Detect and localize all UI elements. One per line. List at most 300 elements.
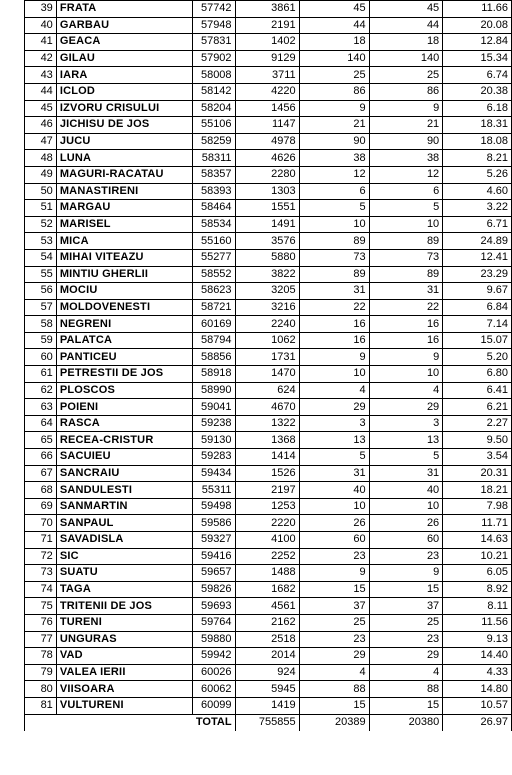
percentage: 9.67 <box>443 283 512 300</box>
percentage: 4.60 <box>443 183 512 200</box>
count-b: 22 <box>369 299 443 316</box>
table-row <box>25 216 512 233</box>
population: 1456 <box>235 100 299 117</box>
percentage: 20.38 <box>443 83 512 100</box>
row-index: 58 <box>25 316 57 333</box>
table-row <box>25 67 512 84</box>
locality-name: VAD <box>56 648 193 665</box>
population: 2197 <box>235 482 299 499</box>
count-a: 29 <box>299 399 369 416</box>
count-a: 88 <box>299 681 369 698</box>
total-blank-cell <box>56 714 193 731</box>
row-index: 65 <box>25 432 57 449</box>
locality-code: 59327 <box>193 532 235 549</box>
row-index: 74 <box>25 581 57 598</box>
percentage: 18.31 <box>443 117 512 134</box>
locality-name: TURENI <box>56 614 193 631</box>
table-row <box>25 432 512 449</box>
table-row <box>25 100 512 117</box>
percentage: 15.07 <box>443 332 512 349</box>
population: 3205 <box>235 283 299 300</box>
table-body <box>25 1 512 715</box>
locality-name: MARISEL <box>56 216 193 233</box>
table-row <box>25 316 512 333</box>
population: 4561 <box>235 598 299 615</box>
table-row <box>25 631 512 648</box>
row-index: 73 <box>25 565 57 582</box>
percentage: 6.71 <box>443 216 512 233</box>
population: 924 <box>235 664 299 681</box>
table-row <box>25 565 512 582</box>
population: 1253 <box>235 498 299 515</box>
row-index: 75 <box>25 598 57 615</box>
count-b: 73 <box>369 249 443 266</box>
row-index: 61 <box>25 366 57 383</box>
data-table <box>24 0 512 731</box>
locality-name: PLOSCOS <box>56 382 193 399</box>
table-row <box>25 515 512 532</box>
count-a: 9 <box>299 100 369 117</box>
count-b: 23 <box>369 631 443 648</box>
row-index: 56 <box>25 283 57 300</box>
locality-name: PALATCA <box>56 332 193 349</box>
locality-name: IARA <box>56 67 193 84</box>
count-a: 89 <box>299 266 369 283</box>
count-a: 21 <box>299 117 369 134</box>
count-b: 31 <box>369 465 443 482</box>
count-b: 3 <box>369 415 443 432</box>
table-row <box>25 283 512 300</box>
count-b: 140 <box>369 50 443 67</box>
locality-code: 58721 <box>193 299 235 316</box>
row-index: 51 <box>25 200 57 217</box>
locality-code: 58918 <box>193 366 235 383</box>
count-a: 29 <box>299 648 369 665</box>
row-index: 63 <box>25 399 57 416</box>
count-a: 38 <box>299 150 369 167</box>
locality-name: VALEA IERII <box>56 664 193 681</box>
locality-name: TRITENII DE JOS <box>56 598 193 615</box>
count-a: 25 <box>299 614 369 631</box>
count-b: 88 <box>369 681 443 698</box>
count-a: 89 <box>299 233 369 250</box>
row-index: 69 <box>25 498 57 515</box>
population: 3711 <box>235 67 299 84</box>
population: 1488 <box>235 565 299 582</box>
count-b: 29 <box>369 399 443 416</box>
count-b: 89 <box>369 233 443 250</box>
percentage: 14.40 <box>443 648 512 665</box>
count-b: 44 <box>369 17 443 34</box>
count-a: 90 <box>299 133 369 150</box>
count-b: 45 <box>369 1 443 18</box>
count-a: 73 <box>299 249 369 266</box>
population: 1303 <box>235 183 299 200</box>
locality-code: 58008 <box>193 67 235 84</box>
locality-name: MANASTIRENI <box>56 183 193 200</box>
locality-name: MARGAU <box>56 200 193 217</box>
percentage: 5.26 <box>443 166 512 183</box>
locality-code: 58357 <box>193 166 235 183</box>
percentage: 12.41 <box>443 249 512 266</box>
percentage: 18.21 <box>443 482 512 499</box>
total-population: 755855 <box>235 714 299 731</box>
percentage: 10.21 <box>443 548 512 565</box>
locality-name: UNGURAS <box>56 631 193 648</box>
population: 5945 <box>235 681 299 698</box>
table-row <box>25 548 512 565</box>
locality-code: 58552 <box>193 266 235 283</box>
percentage: 6.74 <box>443 67 512 84</box>
percentage: 6.84 <box>443 299 512 316</box>
locality-code: 58311 <box>193 150 235 167</box>
locality-name: VIISOARA <box>56 681 193 698</box>
percentage: 6.21 <box>443 399 512 416</box>
locality-name: TAGA <box>56 581 193 598</box>
locality-code: 60099 <box>193 697 235 714</box>
row-index: 46 <box>25 117 57 134</box>
percentage: 6.18 <box>443 100 512 117</box>
total-count-b: 20380 <box>369 714 443 731</box>
count-b: 90 <box>369 133 443 150</box>
table-row <box>25 83 512 100</box>
table-row <box>25 233 512 250</box>
locality-name: PANTICEU <box>56 349 193 366</box>
locality-code: 58623 <box>193 283 235 300</box>
percentage: 11.56 <box>443 614 512 631</box>
population: 1419 <box>235 697 299 714</box>
count-a: 10 <box>299 216 369 233</box>
locality-code: 59130 <box>193 432 235 449</box>
table-row <box>25 648 512 665</box>
percentage: 11.71 <box>443 515 512 532</box>
population: 3861 <box>235 1 299 18</box>
count-a: 31 <box>299 465 369 482</box>
population: 4978 <box>235 133 299 150</box>
table-row <box>25 415 512 432</box>
row-index: 71 <box>25 532 57 549</box>
locality-code: 60169 <box>193 316 235 333</box>
percentage: 12.84 <box>443 34 512 51</box>
count-a: 16 <box>299 332 369 349</box>
count-a: 5 <box>299 449 369 466</box>
count-b: 13 <box>369 432 443 449</box>
row-index: 53 <box>25 233 57 250</box>
row-index: 57 <box>25 299 57 316</box>
locality-code: 59416 <box>193 548 235 565</box>
count-a: 18 <box>299 34 369 51</box>
locality-code: 60026 <box>193 664 235 681</box>
locality-code: 58534 <box>193 216 235 233</box>
locality-code: 58393 <box>193 183 235 200</box>
table-row <box>25 249 512 266</box>
locality-name: GARBAU <box>56 17 193 34</box>
population: 2191 <box>235 17 299 34</box>
locality-code: 57742 <box>193 1 235 18</box>
population: 2220 <box>235 515 299 532</box>
percentage: 14.80 <box>443 681 512 698</box>
percentage: 10.57 <box>443 697 512 714</box>
percentage: 7.98 <box>443 498 512 515</box>
table-row <box>25 614 512 631</box>
locality-name: VULTURENI <box>56 697 193 714</box>
table-row <box>25 598 512 615</box>
count-a: 23 <box>299 548 369 565</box>
percentage: 4.33 <box>443 664 512 681</box>
count-b: 15 <box>369 697 443 714</box>
locality-name: SIC <box>56 548 193 565</box>
locality-code: 59586 <box>193 515 235 532</box>
population: 1402 <box>235 34 299 51</box>
table-row <box>25 17 512 34</box>
row-index: 41 <box>25 34 57 51</box>
percentage: 3.54 <box>443 449 512 466</box>
locality-name: FRATA <box>56 1 193 18</box>
population: 2280 <box>235 166 299 183</box>
count-b: 40 <box>369 482 443 499</box>
percentage: 20.08 <box>443 17 512 34</box>
locality-code: 59826 <box>193 581 235 598</box>
total-row <box>25 714 512 731</box>
locality-code: 58464 <box>193 200 235 217</box>
table-row <box>25 349 512 366</box>
locality-code: 59498 <box>193 498 235 515</box>
count-a: 16 <box>299 316 369 333</box>
population: 1062 <box>235 332 299 349</box>
locality-name: GILAU <box>56 50 193 67</box>
locality-code: 55311 <box>193 482 235 499</box>
row-index: 42 <box>25 50 57 67</box>
count-b: 89 <box>369 266 443 283</box>
percentage: 8.92 <box>443 581 512 598</box>
row-index: 80 <box>25 681 57 698</box>
locality-code: 58990 <box>193 382 235 399</box>
locality-code: 59764 <box>193 614 235 631</box>
count-a: 6 <box>299 183 369 200</box>
locality-name: SUATU <box>56 565 193 582</box>
locality-code: 59657 <box>193 565 235 582</box>
count-b: 10 <box>369 216 443 233</box>
table-row <box>25 183 512 200</box>
count-b: 10 <box>369 498 443 515</box>
total-percentage: 26.97 <box>443 714 512 731</box>
locality-code: 58142 <box>193 83 235 100</box>
row-index: 68 <box>25 482 57 499</box>
count-b: 4 <box>369 382 443 399</box>
count-a: 45 <box>299 1 369 18</box>
count-b: 16 <box>369 316 443 333</box>
locality-code: 59041 <box>193 399 235 416</box>
count-a: 31 <box>299 283 369 300</box>
population: 1322 <box>235 415 299 432</box>
table-row <box>25 299 512 316</box>
total-count-a: 20389 <box>299 714 369 731</box>
locality-code: 59238 <box>193 415 235 432</box>
percentage: 2.27 <box>443 415 512 432</box>
locality-code: 55277 <box>193 249 235 266</box>
count-a: 22 <box>299 299 369 316</box>
count-a: 15 <box>299 697 369 714</box>
locality-name: ICLOD <box>56 83 193 100</box>
population: 1731 <box>235 349 299 366</box>
count-b: 18 <box>369 34 443 51</box>
table-row <box>25 1 512 18</box>
count-b: 10 <box>369 366 443 383</box>
table-row <box>25 697 512 714</box>
locality-name: RASCA <box>56 415 193 432</box>
count-b: 60 <box>369 532 443 549</box>
table-row <box>25 133 512 150</box>
count-b: 29 <box>369 648 443 665</box>
row-index: 72 <box>25 548 57 565</box>
locality-code: 57948 <box>193 17 235 34</box>
row-index: 50 <box>25 183 57 200</box>
percentage: 6.05 <box>443 565 512 582</box>
count-a: 26 <box>299 515 369 532</box>
row-index: 77 <box>25 631 57 648</box>
table-row <box>25 166 512 183</box>
locality-code: 60062 <box>193 681 235 698</box>
count-b: 26 <box>369 515 443 532</box>
count-a: 40 <box>299 482 369 499</box>
table-row <box>25 498 512 515</box>
locality-name: SACUIEU <box>56 449 193 466</box>
count-a: 37 <box>299 598 369 615</box>
locality-code: 58204 <box>193 100 235 117</box>
locality-name: SANMARTIN <box>56 498 193 515</box>
count-b: 5 <box>369 200 443 217</box>
row-index: 62 <box>25 382 57 399</box>
table-row <box>25 581 512 598</box>
population: 2162 <box>235 614 299 631</box>
count-b: 9 <box>369 100 443 117</box>
count-b: 12 <box>369 166 443 183</box>
count-a: 5 <box>299 200 369 217</box>
count-a: 15 <box>299 581 369 598</box>
percentage: 3.22 <box>443 200 512 217</box>
locality-name: NEGRENI <box>56 316 193 333</box>
percentage: 24.89 <box>443 233 512 250</box>
row-index: 66 <box>25 449 57 466</box>
count-b: 15 <box>369 581 443 598</box>
count-b: 21 <box>369 117 443 134</box>
percentage: 8.21 <box>443 150 512 167</box>
locality-name: SAVADISLA <box>56 532 193 549</box>
table-row <box>25 465 512 482</box>
percentage: 15.34 <box>443 50 512 67</box>
locality-name: RECEA-CRISTUR <box>56 432 193 449</box>
count-b: 6 <box>369 183 443 200</box>
locality-name: PETRESTII DE JOS <box>56 366 193 383</box>
count-a: 23 <box>299 631 369 648</box>
total-label: TOTAL <box>193 714 235 731</box>
count-b: 25 <box>369 67 443 84</box>
locality-name: MOLDOVENESTI <box>56 299 193 316</box>
count-b: 23 <box>369 548 443 565</box>
locality-code: 59693 <box>193 598 235 615</box>
table-row <box>25 50 512 67</box>
percentage: 9.50 <box>443 432 512 449</box>
table-footer <box>25 714 512 731</box>
population: 2518 <box>235 631 299 648</box>
percentage: 20.31 <box>443 465 512 482</box>
population: 5880 <box>235 249 299 266</box>
count-b: 37 <box>369 598 443 615</box>
population: 2252 <box>235 548 299 565</box>
count-a: 4 <box>299 382 369 399</box>
row-index: 39 <box>25 1 57 18</box>
row-index: 45 <box>25 100 57 117</box>
row-index: 79 <box>25 664 57 681</box>
table-row <box>25 366 512 383</box>
count-a: 140 <box>299 50 369 67</box>
table-row <box>25 34 512 51</box>
locality-name: POIENI <box>56 399 193 416</box>
count-a: 86 <box>299 83 369 100</box>
count-b: 4 <box>369 664 443 681</box>
count-a: 10 <box>299 498 369 515</box>
locality-name: MIHAI VITEAZU <box>56 249 193 266</box>
row-index: 64 <box>25 415 57 432</box>
count-a: 25 <box>299 67 369 84</box>
population: 1682 <box>235 581 299 598</box>
table-row <box>25 449 512 466</box>
locality-name: SANPAUL <box>56 515 193 532</box>
count-a: 4 <box>299 664 369 681</box>
locality-code: 57831 <box>193 34 235 51</box>
population: 3822 <box>235 266 299 283</box>
locality-code: 59942 <box>193 648 235 665</box>
table-row <box>25 664 512 681</box>
row-index: 55 <box>25 266 57 283</box>
count-b: 25 <box>369 614 443 631</box>
table-row <box>25 332 512 349</box>
count-b: 16 <box>369 332 443 349</box>
population: 1470 <box>235 366 299 383</box>
count-b: 9 <box>369 565 443 582</box>
count-a: 12 <box>299 166 369 183</box>
total-blank-cell <box>25 714 57 731</box>
row-index: 40 <box>25 17 57 34</box>
row-index: 70 <box>25 515 57 532</box>
percentage: 7.14 <box>443 316 512 333</box>
population: 2014 <box>235 648 299 665</box>
row-index: 52 <box>25 216 57 233</box>
population: 4670 <box>235 399 299 416</box>
population: 1551 <box>235 200 299 217</box>
population: 4626 <box>235 150 299 167</box>
locality-name: MAGURI-RACATAU <box>56 166 193 183</box>
count-b: 9 <box>369 349 443 366</box>
locality-name: SANCRAIU <box>56 465 193 482</box>
table-row <box>25 150 512 167</box>
row-index: 47 <box>25 133 57 150</box>
row-index: 54 <box>25 249 57 266</box>
table-row <box>25 117 512 134</box>
percentage: 6.80 <box>443 366 512 383</box>
locality-name: IZVORU CRISULUI <box>56 100 193 117</box>
count-a: 9 <box>299 565 369 582</box>
row-index: 49 <box>25 166 57 183</box>
percentage: 11.66 <box>443 1 512 18</box>
table-row <box>25 266 512 283</box>
locality-name: MOCIU <box>56 283 193 300</box>
percentage: 8.11 <box>443 598 512 615</box>
population: 1368 <box>235 432 299 449</box>
locality-code: 58856 <box>193 349 235 366</box>
locality-code: 59880 <box>193 631 235 648</box>
locality-code: 58794 <box>193 332 235 349</box>
